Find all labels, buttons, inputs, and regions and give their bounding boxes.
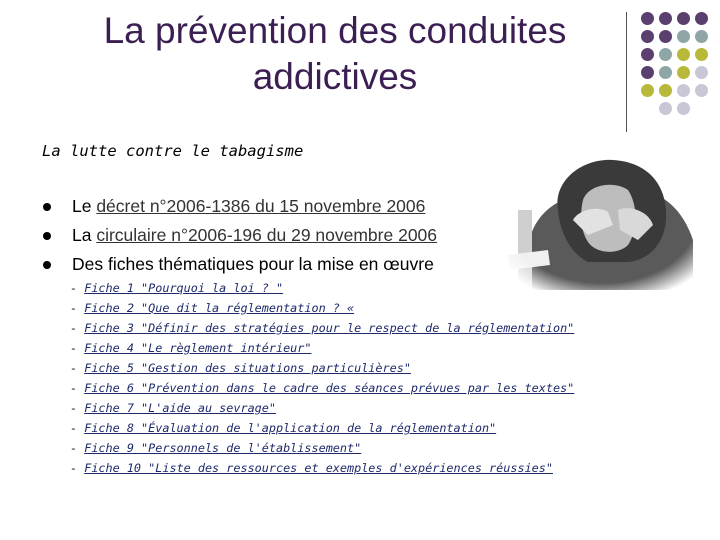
decorative-dot: [641, 66, 654, 79]
fiche-link[interactable]: Fiche 5 "Gestion des situations particulières": [84, 361, 411, 375]
woman-head-in-hands-photo: [488, 150, 696, 290]
bullet-link[interactable]: circulaire n°2006-196 du 29 novembre 2006: [96, 225, 438, 245]
decorative-dot: [695, 84, 708, 97]
title-line-2: addictives: [252, 56, 418, 97]
decorative-dot: [695, 66, 708, 79]
bullet-item: [40, 192, 437, 221]
decorative-dot: [659, 30, 672, 43]
decorative-dot: [677, 12, 690, 25]
fiche-link[interactable]: Fiche 4 "Le règlement intérieur": [84, 341, 312, 355]
fiche-item: [70, 378, 574, 398]
fiche-item: [70, 438, 574, 458]
fiche-item: [70, 318, 574, 338]
fiche-dash: -: [70, 441, 85, 455]
fiche-item: [70, 458, 574, 478]
bullet-item: [40, 221, 437, 250]
fiche-item: [70, 338, 574, 358]
fiche-item: [70, 398, 574, 418]
decorative-dot: [659, 12, 672, 25]
fiche-link[interactable]: Fiche 6 "Prévention dans le cadre des séances prévues par les textes": [84, 381, 575, 395]
decorative-dot: [677, 48, 690, 61]
bullet-text: La: [72, 225, 97, 245]
fiche-item: [70, 358, 574, 378]
decorative-dot: [659, 84, 672, 97]
fiche-link[interactable]: Fiche 10 "Liste des ressources et exemples d'expériences réussies": [84, 461, 553, 475]
fiche-link[interactable]: Fiche 2 "Que dit la réglementation ? «: [84, 301, 355, 315]
decorative-dot: [659, 66, 672, 79]
decorative-dot: [677, 102, 690, 115]
decorative-dot: [677, 84, 690, 97]
fiche-dash: -: [70, 401, 85, 415]
bullet-dot-icon: [43, 232, 51, 240]
bullet-link[interactable]: décret n°2006-1386 du 15 novembre 2006: [96, 196, 426, 216]
decorative-dot: [659, 102, 672, 115]
fiche-item: [70, 418, 574, 438]
decorative-dot: [677, 66, 690, 79]
fiche-dash: -: [70, 361, 85, 375]
fiche-dash: -: [70, 341, 85, 355]
fiche-link[interactable]: Fiche 8 "Évaluation de l'application de la réglementation": [84, 421, 497, 435]
bullet-text: Des fiches thématiques pour la mise en œuvre: [72, 254, 434, 274]
section-subtitle: La lutte contre le tabagisme: [42, 142, 304, 160]
decorative-dot: [677, 30, 690, 43]
fiche-link[interactable]: Fiche 3 "Définir des stratégies pour le respect de la réglementation": [84, 321, 575, 335]
decorative-dot: [641, 84, 654, 97]
fiche-dash: -: [70, 301, 85, 315]
decorative-divider: [626, 12, 627, 132]
fiche-dash: -: [70, 381, 85, 395]
decorative-dot: [641, 30, 654, 43]
decorative-dot-grid: [641, 12, 720, 122]
fiche-link[interactable]: Fiche 7 "L'aide au sevrage": [84, 401, 276, 415]
decorative-dot: [659, 48, 672, 61]
bullet-dot-icon: [43, 261, 51, 269]
fiche-item: [70, 298, 574, 318]
fiche-link[interactable]: Fiche 9 "Personnels de l'établissement": [84, 441, 362, 455]
title-line-1: La prévention des conduites: [103, 10, 567, 51]
fiche-dash: -: [70, 421, 85, 435]
fiche-dash: -: [70, 461, 85, 475]
fiche-list: [70, 278, 574, 478]
decorative-dot: [695, 30, 708, 43]
decorative-dot: [695, 12, 708, 25]
fiche-dash: -: [70, 321, 85, 335]
decorative-dot: [641, 12, 654, 25]
decorative-dot: [641, 48, 654, 61]
bullet-dot-icon: [43, 203, 51, 211]
fiche-link[interactable]: Fiche 1 "Pourquoi la loi ? ": [84, 281, 284, 295]
fiche-dash: -: [70, 281, 85, 295]
bullet-list: [40, 192, 437, 279]
decorative-dot: [695, 48, 708, 61]
bullet-text: Le: [72, 196, 97, 216]
bullet-item: [40, 250, 437, 279]
fiche-item: [70, 278, 574, 298]
slide-title: [40, 8, 630, 100]
